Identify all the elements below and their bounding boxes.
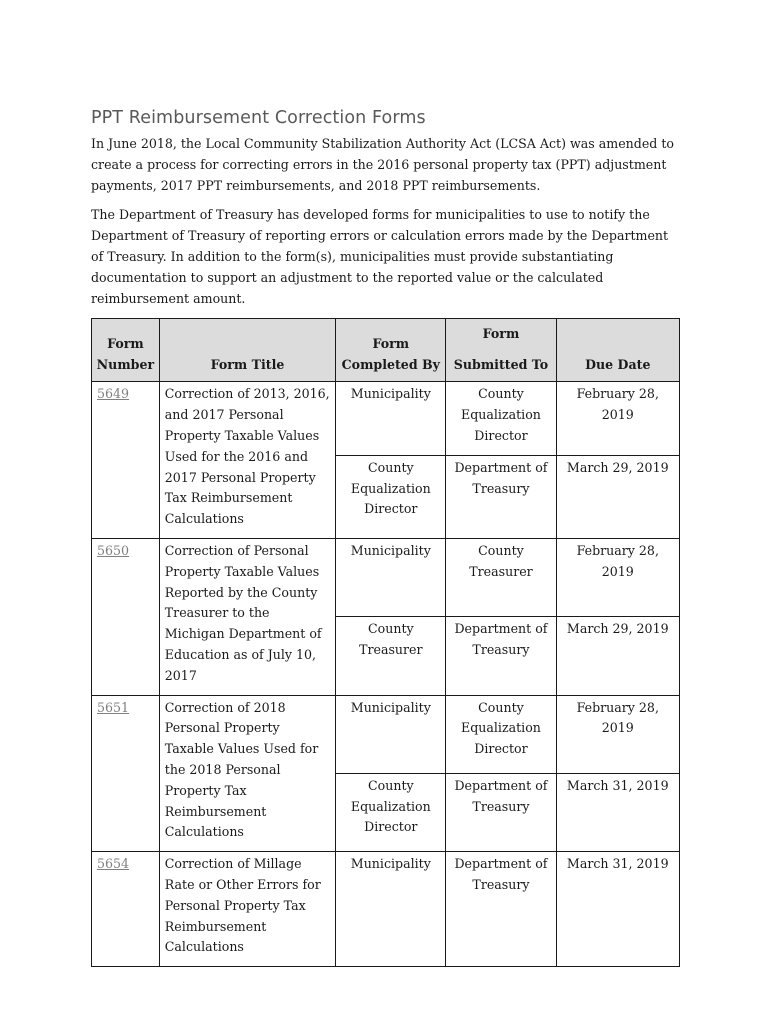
correction-forms-table (91, 318, 680, 967)
header-form-number (92, 319, 160, 382)
form-title-cell: Correction of Personal Property Taxable Values Reported by the County Treasurer to the Michigan Department of Education as of July 10, 2017 (159, 538, 335, 695)
form-link-5649[interactable]: 5649 (97, 386, 130, 402)
header-completed-by (336, 319, 446, 382)
submitted-to-cell: Department of Treasury (446, 455, 556, 538)
completed-by-cell: County Treasurer (336, 617, 446, 695)
due-date-cell: February 28, 2019 (556, 382, 679, 455)
completed-by-cell: County Equalization Director (336, 773, 446, 851)
form-title-cell: Correction of 2018 Personal Property Taxable Values Used for the 2018 Personal Property Tax Reimbursement Calculations (159, 695, 335, 852)
treasury-paragraph: The Department of Treasury has developed forms for municipalities to use to notify the Department of Treasury of reporting errors or calculation errors made by the Department of Treasury. In addition to the form(s), municipalities must provide substantiating documentation to support an adjustment to the reported value or the calculated reimbursement amount. (91, 207, 669, 306)
due-date-cell: March 31, 2019 (556, 773, 679, 851)
submitted-to-cell: County Equalization Director (446, 382, 556, 455)
header-due-date-line1: Due Date (585, 356, 651, 372)
completed-by-cell: Municipality (336, 695, 446, 773)
header-form-title (159, 319, 335, 382)
submitted-to-cell: Department of Treasury (446, 773, 556, 851)
form-link-5651[interactable]: 5651 (97, 699, 130, 715)
due-date-cell: March 31, 2019 (556, 852, 679, 967)
completed-by-cell: Municipality (336, 382, 446, 455)
table-row (92, 695, 680, 773)
document-page (91, 108, 681, 967)
form-title-cell: Correction of Millage Rate or Other Errors for Personal Property Tax Reimbursement Calculations (159, 852, 335, 967)
header-due-date (556, 319, 679, 382)
due-date-cell: March 29, 2019 (556, 617, 679, 695)
table-header-row (92, 319, 680, 382)
due-date-cell: February 28, 2019 (556, 538, 679, 616)
intro-paragraph: In June 2018, the Local Community Stabilization Authority Act (LCSA Act) was amended to create a process for correcting errors in the 2016 personal property tax (PPT) adjustment payments, 2017 PPT reimbursements, and 2018 PPT reimbursements. (91, 136, 674, 193)
due-date-cell: February 28, 2019 (556, 695, 679, 773)
header-form-number-line1: Form (107, 335, 144, 351)
form-link-5654[interactable]: 5654 (97, 856, 130, 872)
completed-by-cell: Municipality (336, 852, 446, 967)
due-date-cell: March 29, 2019 (556, 455, 679, 538)
form-title-cell: Correction of 2013, 2016, and 2017 Personal Property Taxable Values Used for the 2016 and 2017 Personal Property Tax Reimbursement Calculations (159, 382, 335, 539)
submitted-to-cell: Department of Treasury (446, 617, 556, 695)
header-completed-by-line2: Completed By (341, 356, 440, 372)
table-row (92, 852, 680, 967)
header-form-number-line2: Number (96, 356, 155, 372)
submitted-to-cell: County Treasurer (446, 538, 556, 616)
header-submitted-to (446, 319, 556, 382)
form-number-cell (92, 538, 160, 695)
form-number-cell (92, 852, 160, 967)
submitted-to-cell: County Equalization Director (446, 695, 556, 773)
completed-by-cell: Municipality (336, 538, 446, 616)
header-submitted-to-line2: Submitted To (453, 356, 549, 372)
form-link-5650[interactable]: 5650 (97, 542, 130, 558)
completed-by-cell: County Equalization Director (336, 455, 446, 538)
submitted-to-cell: Department of Treasury (446, 852, 556, 967)
form-number-cell (92, 382, 160, 539)
page-title: PPT Reimbursement Correction Forms (91, 108, 426, 128)
table-row (92, 382, 680, 455)
header-completed-by-line1: Form (372, 335, 410, 351)
table-row (92, 538, 680, 616)
header-form-title-line1: Form Title (210, 356, 285, 372)
header-submitted-to-line1: Form (482, 325, 520, 341)
form-number-cell (92, 695, 160, 852)
